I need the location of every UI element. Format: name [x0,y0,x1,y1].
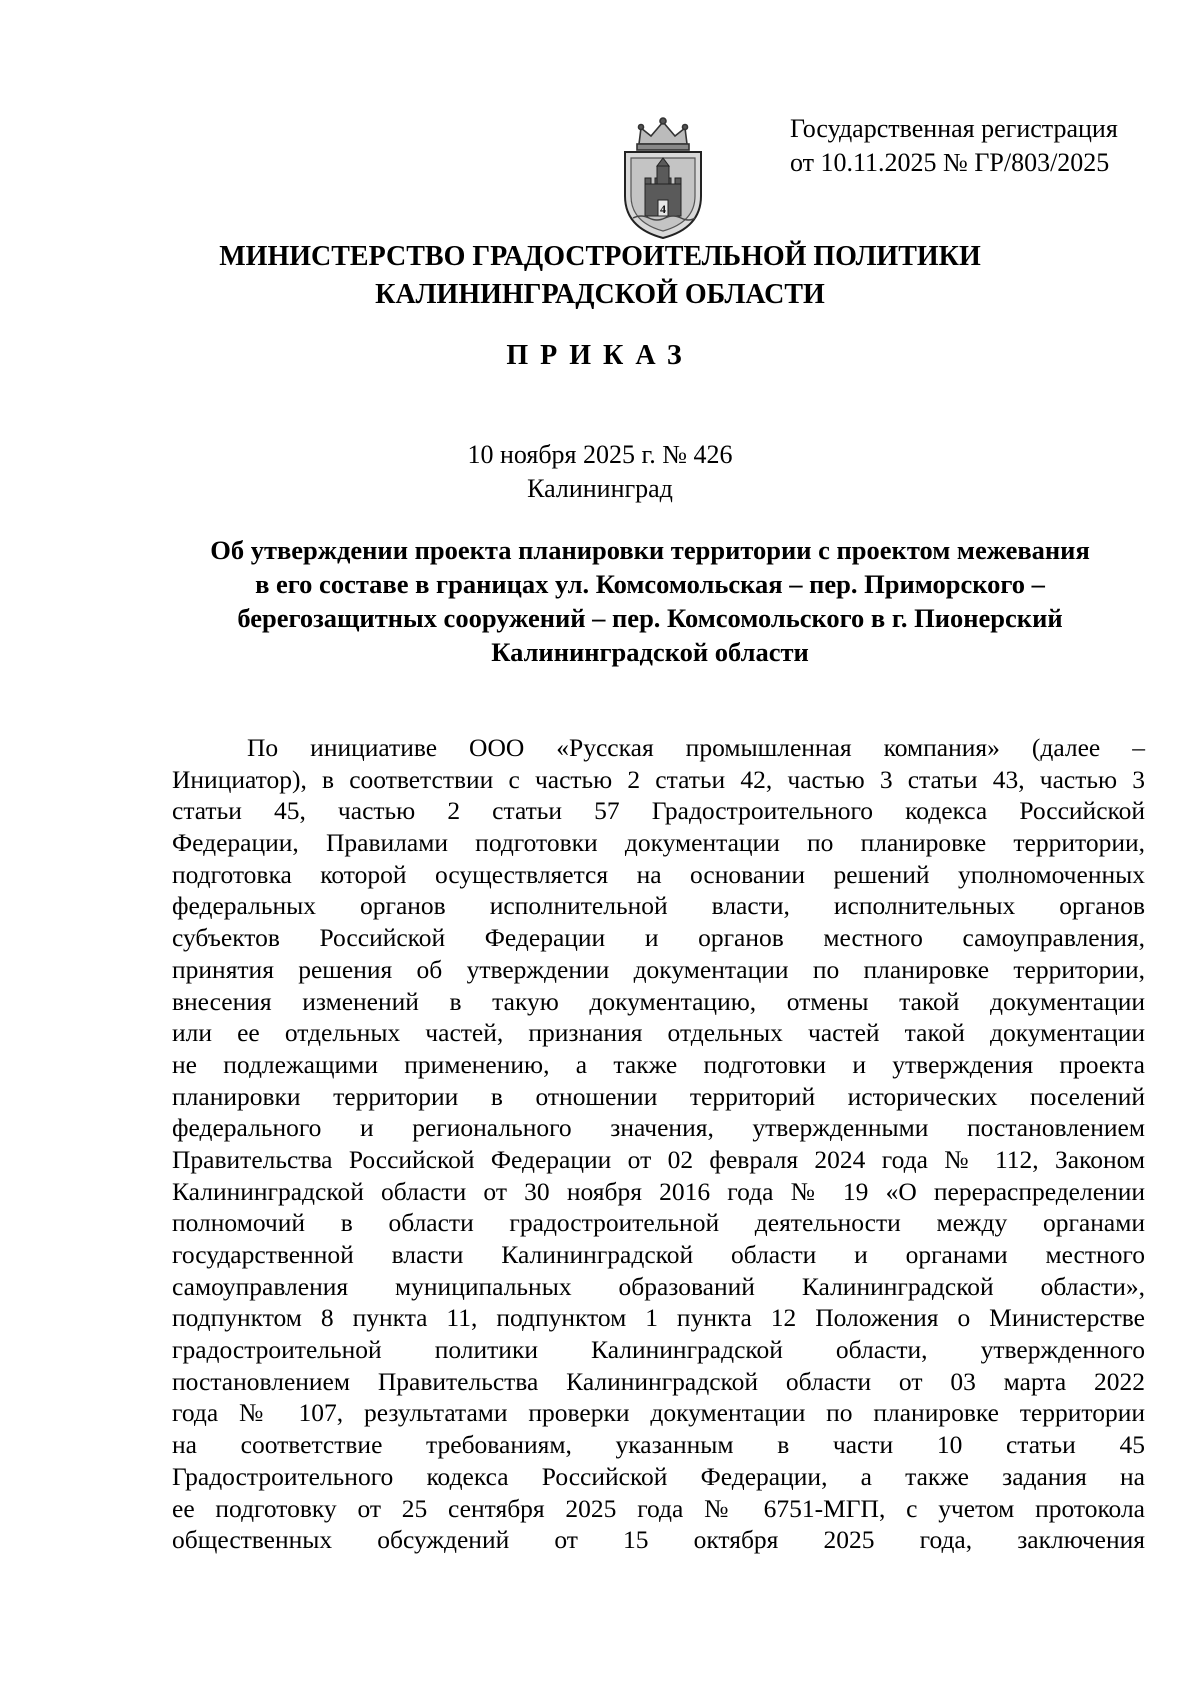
body-line: подпунктом 8 пункта 11, подпунктом 1 пункта 12 Положения о Министерстве [172,1303,1145,1333]
body-line: субъектов Российской Федерации и органов местного самоуправления, [172,923,1145,953]
body-line: общественных обсуждений от 15 октября 2025 года, заключения [172,1525,1145,1555]
body-line: государственной власти Калининградской области и органами местного [172,1240,1145,1269]
body-line: Калининградской области от 30 ноября 2016 года № 19 «О перераспределении [172,1176,1145,1206]
registration-line-1: Государственная регистрация [790,114,1118,143]
order-body-paragraph [172,732,1145,1556]
body-line: постановлением Правительства Калининградской области от 03 марта 2022 [172,1366,1145,1396]
body-line: подготовка которой осуществляется на основании решений уполномоченных [172,859,1145,889]
body-line: на соответствие требованиям, указанным в части 10 статьи 45 [172,1430,1145,1460]
coat-of-arms-icon [615,114,711,242]
body-line: года № 107, результатами проверки документации по планировке территории [172,1398,1145,1428]
body-line: градостроительной политики Калининградской области, утвержденного [172,1335,1145,1365]
body-line: самоуправления муниципальных образований Калининградской области», [172,1271,1145,1301]
body-line: принятия решения об утверждении документации по планировке территории, [172,954,1145,984]
ministry-line-2: КАЛИНИНГРАДСКОЙ ОБЛАСТИ [375,279,825,310]
body-line: Инициатор), в соответствии с частью 2 статьи 42, частью 3 статьи 43, частью 3 [172,764,1145,794]
subject-line: берегозащитных сооружений – пер. Комсомольского в г. Пионерский [237,603,1063,633]
body-line: Федерации, Правилами подготовки документации по планировке территории, [172,828,1145,858]
body-line: или ее отдельных частей, признания отдельных частей такой документации [172,1018,1145,1048]
ministry-line-1: МИНИСТЕРСТВО ГРАДОСТРОИТЕЛЬНОЙ ПОЛИТИКИ [219,241,981,272]
order-subject [170,533,1130,669]
body-line: Градостроительного кодекса Российской Федерации, а также задания на [172,1461,1145,1491]
body-line: полномочий в области градостроительной деятельности между органами [172,1208,1145,1238]
body-line: не подлежащими применению, а также подготовки и утверждения проекта [172,1049,1145,1079]
body-line: планировки территории в отношении территорий исторических поселений [172,1081,1145,1111]
order-city: Калининград [527,474,673,503]
subject-line: Калининградской области [491,637,809,667]
body-line: статьи 45, частью 2 статьи 57 Градостроительного кодекса Российской [172,796,1145,826]
body-line: федерального и регионального значения, утвержденными постановлением [172,1113,1145,1143]
registration-line-2: от 10.11.2025 № ГР/803/2025 [790,148,1110,177]
subject-line: Об утверждении проекта планировки территории с проектом межевания [210,535,1090,565]
order-date-block [0,438,1200,506]
order-title: ПРИКАЗ [506,340,694,371]
order-date-number: 10 ноября 2025 г. № 426 [467,440,733,469]
body-line: внесения изменений в такую документацию, отмены такой документации [172,986,1145,1016]
body-line: федеральных органов исполнительной власти, исполнительных органов [172,891,1145,921]
body-line: Правительства Российской Федерации от 02 февраля 2024 года № 112, Законом [172,1144,1145,1174]
body-line: ее подготовку от 25 сентября 2025 года № 6751-МГП, с учетом протокола [172,1493,1145,1523]
body-line: По инициативе ООО «Русская промышленная компания» (далее – [247,733,1145,762]
ministry-name [0,238,1200,314]
svg-text:4: 4 [660,202,666,216]
subject-line: в его составе в границах ул. Комсомольская – пер. Приморского – [255,569,1045,599]
state-registration-stamp [790,112,1170,180]
